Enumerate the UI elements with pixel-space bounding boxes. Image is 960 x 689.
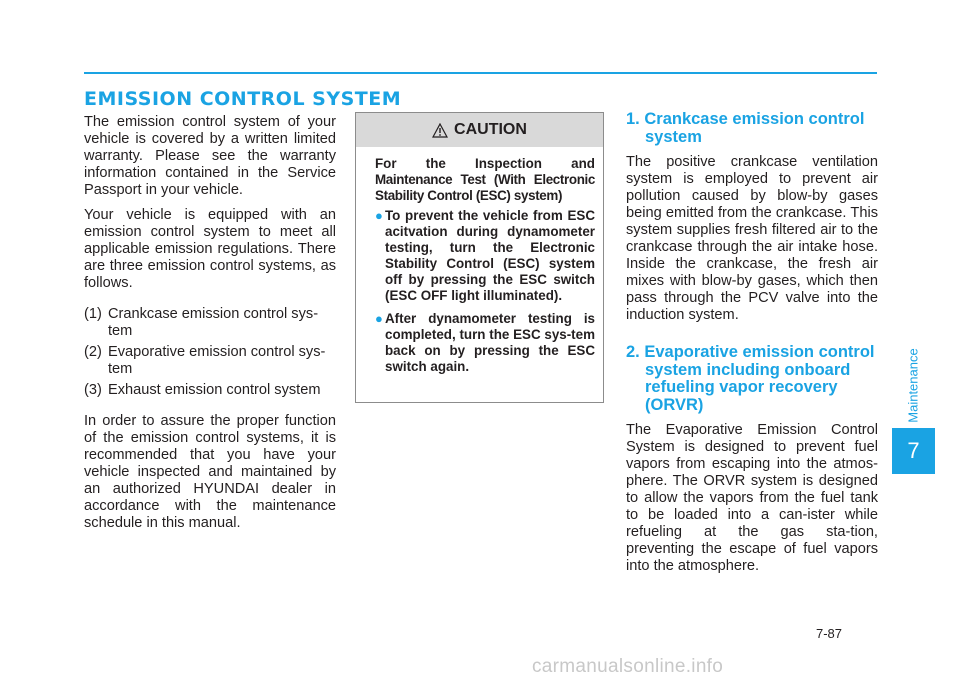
right-column xyxy=(626,111,878,583)
caution-intro-word: For xyxy=(375,156,397,171)
watermark: carmanualsonline.info xyxy=(532,656,724,677)
caution-bullet-text: After dynamometer testing is completed, turn the ESC sys-tem back on by pressing the ESC switch again. xyxy=(385,311,595,374)
section-title: EMISSION CONTROL SYSTEM xyxy=(84,88,402,110)
caution-list xyxy=(375,208,595,375)
subheading-number: 2. xyxy=(626,343,640,361)
list-item-number: (3) xyxy=(84,382,102,398)
caution-body xyxy=(356,147,603,375)
paragraph-equipped: Your vehicle is equipped with an emission control system to meet all applicable emission regulations. There are three emission control systems, as follows. xyxy=(84,207,336,291)
caution-intro-word: Inspection xyxy=(475,156,542,171)
list-item-continuation: tem xyxy=(108,323,133,339)
subheading-number: 1. xyxy=(626,110,640,128)
subheading-text: Evaporative emission control xyxy=(644,343,875,361)
list-item-text: Evaporative emission control sys- xyxy=(108,344,326,360)
chapter-label-text: Maintenance xyxy=(905,347,921,423)
warning-triangle-icon xyxy=(432,123,448,138)
page-number: 7-87 xyxy=(816,626,843,641)
paragraph-crankcase: The positive crankcase ventilation system is employed to prevent air pollution caused by blow-by gases being emitted from the crankcase. This system supplies fresh filtered air to the crankcase through the air intake hose. Inside the crankcase, the fresh air mixes with blow-by gases, which then pass through the PCV valve into the induction system. xyxy=(626,154,878,323)
list-item xyxy=(84,382,336,399)
chapter-side-label xyxy=(903,345,923,425)
caution-bullet-item xyxy=(375,208,595,304)
bullet-icon: ● xyxy=(375,311,383,326)
bullet-icon: ● xyxy=(375,208,383,223)
chapter-number: 7 xyxy=(907,438,920,463)
caution-intro-rest: Maintenance Test (With Electronic Stability Control (ESC) system) xyxy=(375,172,595,203)
list-item-continuation: tem xyxy=(108,361,133,377)
caution-bullet-text: To prevent the vehicle from ESC acitvation during dynamometer testing, turn the Electronic Stability Control (ESC) system off by pressing the ESC switch (ESC OFF light illuminated). xyxy=(385,208,595,303)
caution-header xyxy=(356,113,603,147)
top-rule xyxy=(84,72,877,74)
emission-systems-list xyxy=(84,306,336,399)
subheading-continuation: (ORVR) xyxy=(645,395,704,414)
list-item xyxy=(84,306,336,340)
paragraph-evaporative: The Evaporative Emission Control System is designed to prevent fuel vapors from escaping into the atmos-phere. The ORVR system is designed to allow the vapors from the fuel tank to be loaded into a can-ister while refueling at the gas sta-tion, preventing the escape of fuel vapors into the atmosphere. xyxy=(626,422,878,574)
paragraph-recommendation: In order to assure the proper function of the emission control systems, it is recommended that you have your vehicle inspected and maintained by an authorized HYUNDAI dealer in accordance with the maintenance schedule in this manual. xyxy=(84,413,336,531)
caution-title: CAUTION xyxy=(454,121,527,138)
chapter-tab xyxy=(892,428,935,474)
list-item-number: (1) xyxy=(84,306,102,322)
caution-box xyxy=(355,112,604,403)
subheading-evaporative xyxy=(626,344,878,414)
subheading-crankcase xyxy=(626,111,878,146)
subheading-continuation: system including onboard xyxy=(645,360,851,379)
list-item-text: Exhaust emission control system xyxy=(108,382,321,398)
paragraph-warranty: The emission control system of your vehicle is covered by a written limited warranty. Please see the warranty information contained in the Service Passport in your vehicle. xyxy=(84,114,336,198)
list-item xyxy=(84,344,336,378)
subheading-text: Crankcase emission control xyxy=(644,110,865,128)
subheading-continuation: refueling vapor recovery xyxy=(645,378,838,396)
subheading-continuation: system xyxy=(645,127,702,146)
caution-intro-word: the xyxy=(425,156,446,171)
caution-intro xyxy=(375,156,595,204)
caution-bullet-item xyxy=(375,311,595,375)
list-item-number: (2) xyxy=(84,344,102,360)
caution-intro-word: and xyxy=(571,156,595,171)
left-column xyxy=(84,114,336,540)
list-item-text: Crankcase emission control sys- xyxy=(108,306,319,322)
